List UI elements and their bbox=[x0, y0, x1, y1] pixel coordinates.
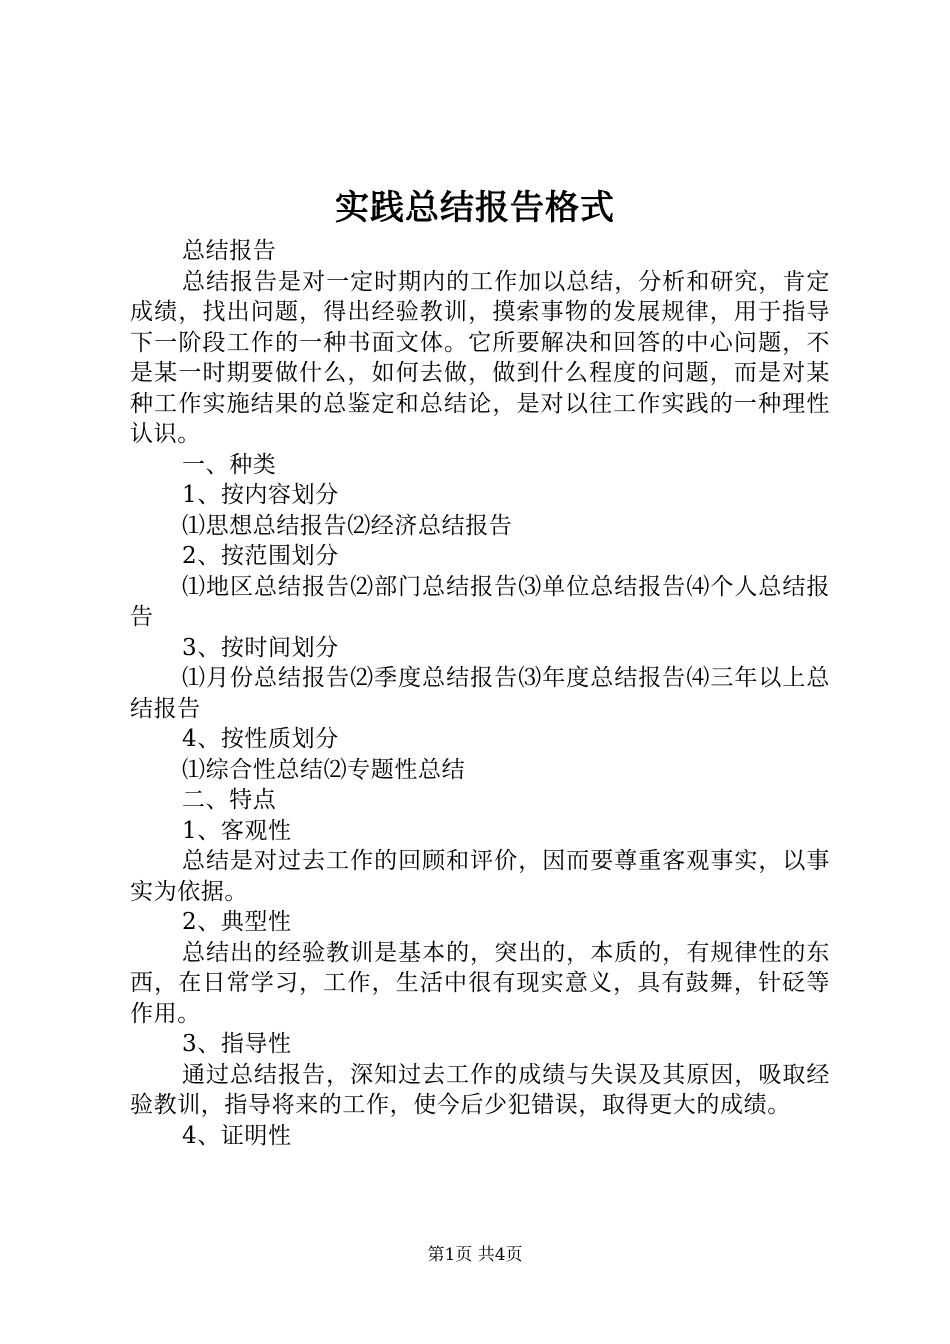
paragraph: ⑴月份总结报告⑵季度总结报告⑶年度总结报告⑷三年以上总结报告 bbox=[130, 665, 830, 722]
section-heading: 二、特点 bbox=[182, 787, 277, 813]
paragraph: 总结报告是对一定时期内的工作加以总结，分析和研究，肯定成绩，找出问题，得出经验教训，摸索事物的发展规律，用于指导下一阶段工作的一种书面文体。它所要解决和回答的中心问题，不是某一时期要做什么，如何去做，做到什么程度的问题，而是对某种工作实施结果的总鉴定和总结论，是对以往工作实践的一种理性认识。 bbox=[130, 268, 830, 447]
subsection-heading: 1、客观性 bbox=[182, 817, 292, 844]
paragraph: 总结报告 bbox=[182, 238, 277, 264]
document-title: 实践总结报告格式 bbox=[335, 188, 615, 228]
paragraph: 通过总结报告，深知过去工作的成绩与失误及其原因，吸取经验教训，指导将来的工作，使今后少犯错误，取得更大的成绩。 bbox=[130, 1061, 830, 1118]
paragraph: 总结出的经验教训是基本的，突出的，本质的，有规律性的东西，在日常学习，工作，生活中很有现实意义，具有鼓舞，针砭等作用。 bbox=[130, 939, 830, 1027]
section-heading: 一、种类 bbox=[182, 451, 277, 478]
subsection-heading: 4、证明性 bbox=[182, 1122, 292, 1149]
document-body bbox=[130, 236, 830, 1151]
paragraph: ⑴地区总结报告⑵部门总结报告⑶单位总结报告⑷个人总结报告 bbox=[130, 573, 830, 630]
paragraph: ⑴综合性总结⑵专题性总结 bbox=[182, 756, 466, 783]
subsection-heading: 2、按范围划分 bbox=[182, 543, 339, 569]
paragraph: 总结是对过去工作的回顾和评价，因而要尊重客观事实，以事实为依据。 bbox=[130, 848, 830, 905]
subsection-heading: 1、按内容划分 bbox=[182, 482, 339, 508]
subsection-heading: 4、按性质划分 bbox=[182, 726, 339, 752]
paragraph: ⑴思想总结报告⑵经济总结报告 bbox=[182, 512, 513, 539]
page-footer: 第1页 共4页 bbox=[427, 1245, 523, 1265]
subsection-heading: 3、指导性 bbox=[182, 1031, 292, 1057]
subsection-heading: 2、典型性 bbox=[182, 909, 292, 935]
subsection-heading: 3、按时间划分 bbox=[182, 634, 339, 661]
